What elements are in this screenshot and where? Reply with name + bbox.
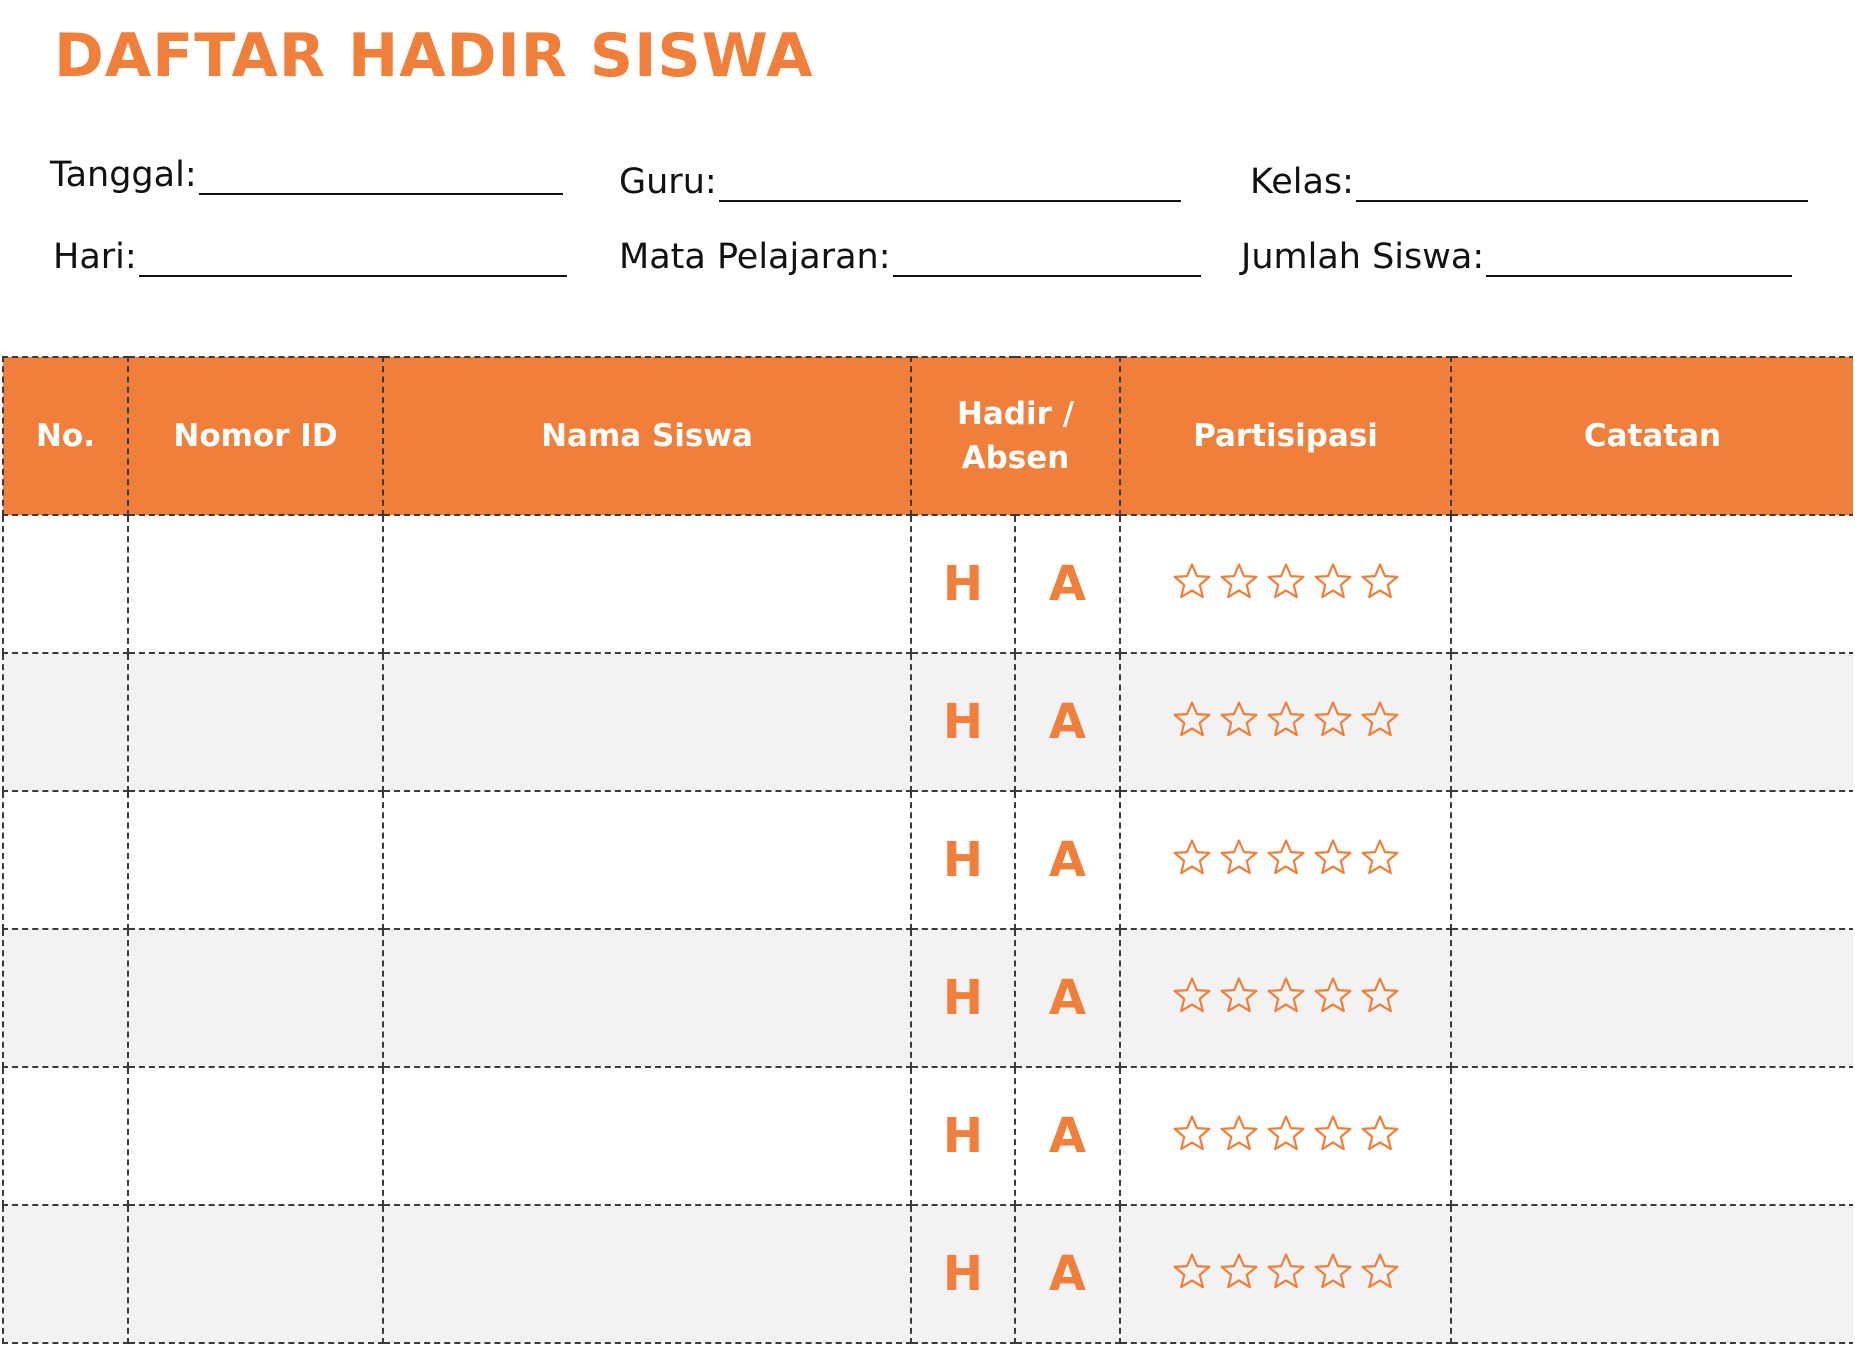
cell-nomor-id[interactable] bbox=[128, 791, 383, 929]
cell-nama-siswa[interactable] bbox=[383, 1205, 911, 1343]
cell-partisipasi bbox=[1120, 653, 1451, 791]
star-rating bbox=[1172, 562, 1400, 602]
star-outline-icon[interactable] bbox=[1313, 976, 1353, 1016]
cell-partisipasi bbox=[1120, 929, 1451, 1067]
cell-absen bbox=[1015, 515, 1120, 653]
cell-nomor-id[interactable] bbox=[128, 1067, 383, 1205]
star-outline-icon[interactable] bbox=[1266, 976, 1306, 1016]
table-body bbox=[3, 515, 1853, 1343]
star-rating bbox=[1172, 838, 1400, 878]
jumlah-siswa-input-line[interactable] bbox=[1486, 245, 1792, 277]
star-outline-icon[interactable] bbox=[1360, 700, 1400, 740]
header-row bbox=[3, 357, 1853, 515]
header-hadir-absen-line1: Hadir / bbox=[956, 396, 1075, 432]
star-outline-icon[interactable] bbox=[1360, 1114, 1400, 1154]
table-header bbox=[3, 357, 1853, 515]
cell-catatan[interactable] bbox=[1451, 791, 1853, 929]
cell-absen bbox=[1015, 653, 1120, 791]
cell-hadir bbox=[911, 515, 1015, 653]
star-outline-icon[interactable] bbox=[1172, 562, 1212, 602]
cell-hadir bbox=[911, 929, 1015, 1067]
hari-input-line[interactable] bbox=[139, 245, 567, 277]
header-partisipasi: Partisipasi bbox=[1120, 357, 1451, 515]
star-outline-icon[interactable] bbox=[1266, 562, 1306, 602]
cell-catatan[interactable] bbox=[1451, 653, 1853, 791]
cell-absen bbox=[1015, 929, 1120, 1067]
absen-mark[interactable]: A bbox=[1048, 832, 1087, 888]
header-no: No. bbox=[3, 357, 128, 515]
tanggal-input-line[interactable] bbox=[199, 163, 563, 195]
mata-pelajaran-field bbox=[619, 237, 1201, 277]
cell-nomor-id[interactable] bbox=[128, 929, 383, 1067]
tanggal-label: Tanggal: bbox=[50, 155, 197, 195]
table-row bbox=[3, 1205, 1853, 1343]
hadir-mark[interactable]: H bbox=[942, 556, 984, 612]
hadir-mark[interactable]: H bbox=[942, 694, 984, 750]
star-outline-icon[interactable] bbox=[1172, 700, 1212, 740]
page-title: DAFTAR HADIR SISWA bbox=[54, 21, 814, 91]
header-hadir-absen bbox=[911, 357, 1120, 515]
star-outline-icon[interactable] bbox=[1266, 700, 1306, 740]
star-outline-icon[interactable] bbox=[1219, 976, 1259, 1016]
header-nama-siswa: Nama Siswa bbox=[383, 357, 911, 515]
hadir-mark[interactable]: H bbox=[942, 1246, 984, 1302]
hadir-mark[interactable]: H bbox=[942, 1108, 984, 1164]
star-outline-icon[interactable] bbox=[1172, 976, 1212, 1016]
cell-nama-siswa[interactable] bbox=[383, 929, 911, 1067]
star-outline-icon[interactable] bbox=[1313, 1114, 1353, 1154]
star-outline-icon[interactable] bbox=[1219, 700, 1259, 740]
kelas-field bbox=[1250, 162, 1808, 202]
cell-absen bbox=[1015, 1205, 1120, 1343]
cell-nomor-id[interactable] bbox=[128, 515, 383, 653]
cell-nama-siswa[interactable] bbox=[383, 515, 911, 653]
hadir-mark[interactable]: H bbox=[942, 832, 984, 888]
star-outline-icon[interactable] bbox=[1219, 562, 1259, 602]
cell-no[interactable] bbox=[3, 929, 128, 1067]
mata-pelajaran-label: Mata Pelajaran: bbox=[619, 237, 891, 277]
cell-hadir bbox=[911, 791, 1015, 929]
table-row bbox=[3, 929, 1853, 1067]
cell-hadir bbox=[911, 1205, 1015, 1343]
star-outline-icon[interactable] bbox=[1313, 838, 1353, 878]
jumlah-siswa-label: Jumlah Siswa: bbox=[1241, 237, 1485, 277]
hari-label: Hari: bbox=[53, 237, 137, 277]
star-outline-icon[interactable] bbox=[1313, 562, 1353, 602]
cell-nomor-id[interactable] bbox=[128, 1205, 383, 1343]
cell-absen bbox=[1015, 791, 1120, 929]
mata-pelajaran-input-line[interactable] bbox=[893, 245, 1201, 277]
table-row bbox=[3, 791, 1853, 929]
star-rating bbox=[1172, 1114, 1400, 1154]
table-row bbox=[3, 1067, 1853, 1205]
star-rating bbox=[1172, 976, 1400, 1016]
absen-mark[interactable]: A bbox=[1048, 970, 1087, 1026]
star-outline-icon[interactable] bbox=[1172, 838, 1212, 878]
table-row bbox=[3, 515, 1853, 653]
star-outline-icon[interactable] bbox=[1360, 1252, 1400, 1292]
header-nomor-id: Nomor ID bbox=[128, 357, 383, 515]
absen-mark[interactable]: A bbox=[1048, 556, 1087, 612]
guru-label: Guru: bbox=[619, 162, 717, 202]
star-rating bbox=[1172, 1252, 1400, 1292]
jumlah-siswa-field bbox=[1241, 237, 1792, 277]
cell-hadir bbox=[911, 653, 1015, 791]
absen-mark[interactable]: A bbox=[1048, 1246, 1087, 1302]
kelas-input-line[interactable] bbox=[1356, 170, 1808, 202]
cell-catatan[interactable] bbox=[1451, 1067, 1853, 1205]
cell-no[interactable] bbox=[3, 1067, 128, 1205]
star-outline-icon[interactable] bbox=[1266, 1252, 1306, 1292]
guru-input-line[interactable] bbox=[719, 170, 1181, 202]
cell-partisipasi bbox=[1120, 791, 1451, 929]
cell-partisipasi bbox=[1120, 1205, 1451, 1343]
hadir-mark[interactable]: H bbox=[942, 970, 984, 1026]
attendance-table-wrapper bbox=[2, 356, 1853, 1348]
header-hadir-absen-line2: Absen bbox=[961, 440, 1070, 476]
hari-field bbox=[53, 237, 567, 277]
table-row bbox=[3, 653, 1853, 791]
cell-partisipasi bbox=[1120, 1067, 1451, 1205]
cell-no[interactable] bbox=[3, 791, 128, 929]
cell-catatan[interactable] bbox=[1451, 929, 1853, 1067]
cell-partisipasi bbox=[1120, 515, 1451, 653]
cell-no[interactable] bbox=[3, 653, 128, 791]
cell-no[interactable] bbox=[3, 1205, 128, 1343]
cell-nomor-id[interactable] bbox=[128, 653, 383, 791]
cell-nama-siswa[interactable] bbox=[383, 653, 911, 791]
cell-nama-siswa[interactable] bbox=[383, 1067, 911, 1205]
star-rating bbox=[1172, 700, 1400, 740]
cell-no[interactable] bbox=[3, 515, 128, 653]
star-outline-icon[interactable] bbox=[1219, 1252, 1259, 1292]
star-outline-icon[interactable] bbox=[1219, 838, 1259, 878]
guru-field bbox=[619, 162, 1181, 202]
cell-absen bbox=[1015, 1067, 1120, 1205]
star-outline-icon[interactable] bbox=[1266, 1114, 1306, 1154]
kelas-label: Kelas: bbox=[1250, 162, 1354, 202]
tanggal-field bbox=[50, 155, 563, 195]
star-outline-icon[interactable] bbox=[1219, 1114, 1259, 1154]
star-outline-icon[interactable] bbox=[1172, 1252, 1212, 1292]
star-outline-icon[interactable] bbox=[1360, 838, 1400, 878]
absen-mark[interactable]: A bbox=[1048, 1108, 1087, 1164]
attendance-table bbox=[2, 356, 1853, 1344]
header-catatan: Catatan bbox=[1451, 357, 1853, 515]
absen-mark[interactable]: A bbox=[1048, 694, 1087, 750]
star-outline-icon[interactable] bbox=[1360, 562, 1400, 602]
star-outline-icon[interactable] bbox=[1313, 700, 1353, 740]
star-outline-icon[interactable] bbox=[1172, 1114, 1212, 1154]
cell-nama-siswa[interactable] bbox=[383, 791, 911, 929]
star-outline-icon[interactable] bbox=[1313, 1252, 1353, 1292]
star-outline-icon[interactable] bbox=[1266, 838, 1306, 878]
cell-catatan[interactable] bbox=[1451, 515, 1853, 653]
cell-catatan[interactable] bbox=[1451, 1205, 1853, 1343]
star-outline-icon[interactable] bbox=[1360, 976, 1400, 1016]
cell-hadir bbox=[911, 1067, 1015, 1205]
